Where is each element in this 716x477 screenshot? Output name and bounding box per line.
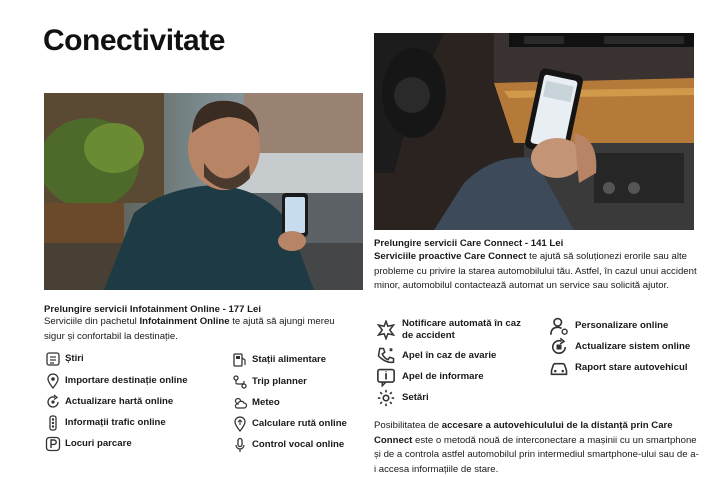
personalization-icon [549, 316, 569, 336]
infotainment-photo [44, 93, 363, 290]
route-calc-icon [232, 416, 248, 432]
feature-trip-planner: Trip planner [232, 374, 307, 390]
microphone-icon [232, 437, 248, 453]
feature-import-destination: Importare destinație online [45, 373, 188, 389]
feature-fuel-stations: Stații alimentare [232, 352, 326, 368]
parking-icon [45, 436, 61, 452]
remote-access-paragraph: Posibilitatea de accesare a autovehiculului de la distanță prin Care Connect este o metodă nouă de interconectare a mașinii cu un smartphone și de a controla astfel automobilul prin intermediul smartphone-ului sau de a-i accesa informațiile de stare. [374, 420, 699, 475]
care-connect-photo [374, 33, 694, 230]
feature-map-update: Actualizare hartă online [45, 394, 173, 410]
breakdown-call-icon [376, 346, 396, 366]
feature-parking: Locuri parcare [45, 436, 132, 452]
feature-system-update: Actualizare sistem online [549, 337, 690, 357]
traffic-light-icon [45, 415, 61, 431]
feature-vehicle-report: Raport stare autovehicul [549, 358, 688, 378]
system-update-icon [549, 337, 569, 357]
page-title: Conectivitate [43, 24, 225, 57]
care-connect-description: Serviciile proactive Care Connect te ajută să soluționezi erorile sau alte probleme cu privire la starea automobilului tău. Astfel, în cazul unui accident minor, automobilul contactează automat un service sau solicită ajutor. [374, 251, 697, 292]
map-update-icon [45, 394, 61, 410]
feature-personalization: Personalizare online [549, 316, 668, 336]
feature-crash-notification: Notificare automată în caz de accident [376, 318, 526, 341]
feature-voice-control: Control vocal online [232, 437, 344, 453]
news-icon [45, 351, 61, 367]
feature-route-calc: Calculare rută online [232, 416, 347, 432]
feature-traffic-info: Informații trafic online [45, 415, 166, 431]
info-call-icon [376, 367, 396, 387]
feature-breakdown-call: Apel în caz de avarie [376, 346, 496, 366]
weather-icon [232, 395, 248, 411]
care-connect-heading: Prelungire servicii Care Connect - 141 Lei [374, 238, 564, 249]
crash-notification-icon [376, 320, 396, 340]
feature-weather: Meteo [232, 395, 280, 411]
route-icon [232, 374, 248, 390]
feature-info-call: Apel de informare [376, 367, 484, 387]
fuel-icon [232, 352, 248, 368]
settings-icon [376, 388, 396, 408]
infotainment-heading: Prelungire servicii Infotainment Online - 177 Lei [44, 304, 261, 315]
vehicle-report-icon [549, 358, 569, 378]
feature-stiri: Știri [45, 351, 84, 367]
infotainment-description: Serviciile din pachetul Infotainment Online te ajută să ajungi mereu sigur și confortabil la destinație. [44, 316, 335, 342]
feature-settings: Setări [376, 388, 429, 408]
pin-icon [45, 373, 61, 389]
